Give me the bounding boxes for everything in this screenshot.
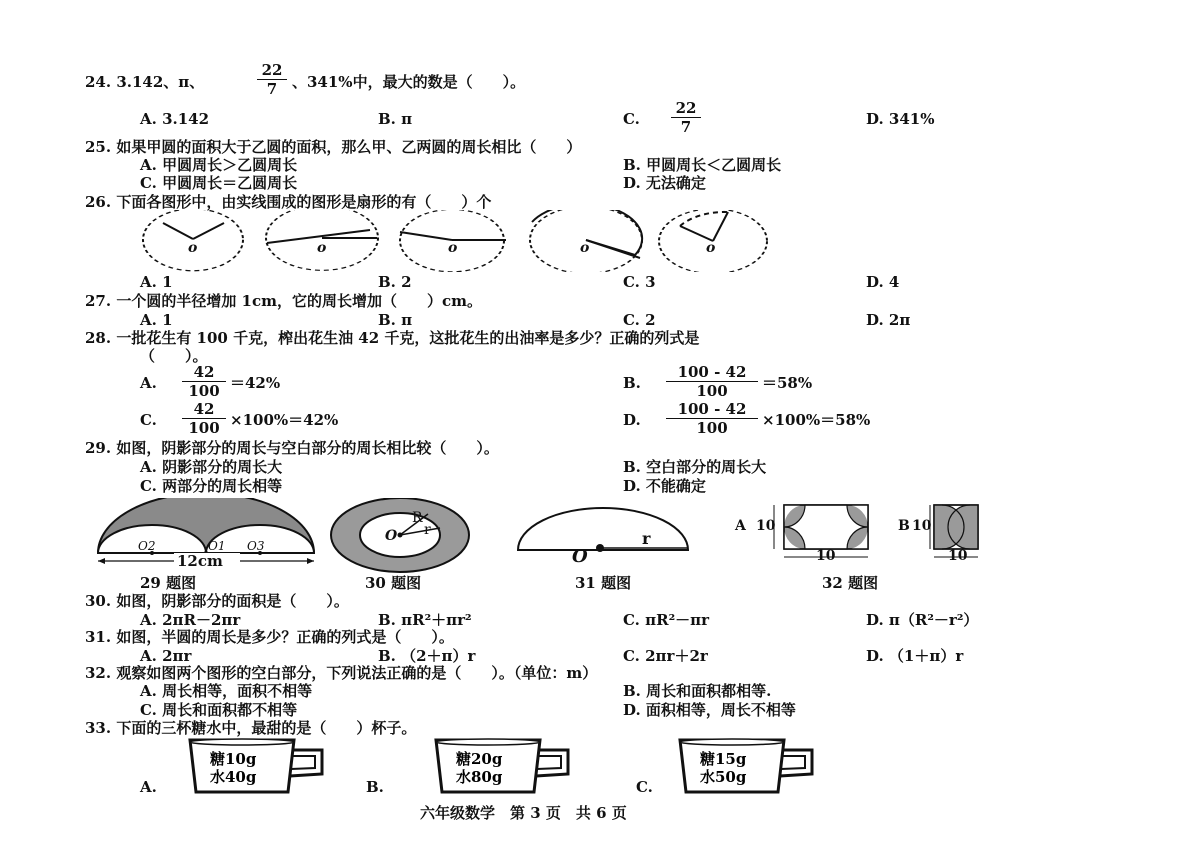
q28-option-b-label: B. [623,374,641,392]
q32-stem: 32. 观察如图两个图形的空白部分，下列说法正确的是（ ）。（单位：m） [85,664,598,682]
svg-text:水40g: 水40g [210,768,257,786]
q28-option-a-label: A. [140,374,157,392]
q31-option-c: C. 2πr＋2r [623,647,708,665]
q30-stem: 30. 如图，阴影部分的面积是（ ）。 [85,592,349,610]
q26-fig1-center: o [188,240,198,256]
q27-option-d: D. 2π [866,311,911,329]
q33-option-b: B. [366,778,384,796]
svg-text:糖20g: 糖20g [456,750,503,768]
q26-option-b: B. 2 [378,273,412,291]
q24-stem-pre: 24. 3.142、π、 [85,73,205,91]
q24-option-d: D. 341% [866,110,935,128]
caption-fig29: 29 题图 [140,574,197,592]
svg-text:O: O [385,528,398,544]
q24-stem-post: 、341%中，最大的数是（ ）。 [292,73,526,91]
q27-option-b: B. π [378,311,413,329]
svg-text:O: O [572,546,588,567]
svg-text:O2: O2 [138,539,156,553]
q29-stem: 29. 如图，阴影部分的周长与空白部分的周长相比较（ ）。 [85,439,499,457]
q28-option-a-fraction: 42 100 [182,364,226,399]
q31-option-d: D. （1＋π）r [866,647,964,665]
q28-option-d-result: ×100%＝58% [762,411,871,429]
q33-option-a: A. [140,778,157,796]
svg-text:糖10g: 糖10g [210,750,257,768]
svg-text:r: r [424,522,431,538]
q24-option-b: B. π [378,110,413,128]
fig32-a [734,505,868,564]
q31-stem: 31. 如图，半圆的周长是多少？正确的列式是（ ）。 [85,628,454,646]
q27-stem: 27. 一个圆的半径增加 1cm，它的周长增加（ ）cm。 [85,292,482,310]
figures-row [90,498,920,574]
q26-option-d: D. 4 [866,273,900,291]
q26-fig2-center: o [317,240,327,256]
q24-option-c-label: C. [623,110,640,128]
svg-text:10: 10 [948,548,968,564]
q28-stem-line2: （ ）。 [140,347,208,365]
q29-option-c: C. 两部分的周长相等 [140,477,283,495]
caption-fig31: 31 题图 [575,574,632,592]
cup-b [434,736,574,796]
q31-option-b: B. （2＋π）r [378,647,476,665]
svg-text:12cm: 12cm [177,552,223,570]
svg-text:A: A [735,518,746,534]
q28-option-d-fraction: 100 - 42 100 [666,401,758,436]
q25-option-b: B. 甲圆周长＜乙圆周长 [623,156,782,174]
q32-option-a: A. 周长相等，面积不相等 [140,682,313,700]
caption-fig30: 30 题图 [365,574,422,592]
q26-figures [130,210,780,272]
q28-option-d-label: D. [623,411,641,429]
q26-option-c: C. 3 [623,273,656,291]
q25-option-d: D. 无法确定 [623,174,706,192]
cup-a [188,736,328,796]
fig30 [331,498,469,572]
q30-option-d: D. π（R²－r²） [866,611,979,629]
svg-text:10: 10 [912,518,932,534]
svg-text:10: 10 [816,548,836,564]
svg-text:R: R [412,510,423,526]
svg-text:B: B [898,518,910,534]
q28-stem-line1: 28. 一批花生有 100 千克，榨出花生油 42 千克，这批花生的出油率是多少？正确的列式是 [85,329,700,347]
q30-option-c: C. πR²－πr [623,611,710,629]
q28-option-b-fraction: 100 - 42 100 [666,364,758,399]
q25-option-c: C. 甲圆周长＝乙圆周长 [140,174,298,192]
caption-fig32: 32 题图 [822,574,879,592]
q30-option-b: B. πR²＋πr² [378,611,472,629]
q28-option-c-fraction: 42 100 [182,401,226,436]
q27-option-a: A. 1 [140,311,173,329]
q26-stem: 26. 下面各图形中，由实线围成的图形是扇形的有（ ）个 [85,193,492,211]
q28-option-a-result: ＝42% [230,374,281,392]
q29-option-d: D. 不能确定 [623,477,706,495]
q25-option-a: A. 甲圆周长＞乙圆周长 [140,156,298,174]
q29-option-a: A. 阴影部分的周长大 [140,458,283,476]
q26-fig3-center: o [448,240,458,256]
q32-option-d: D. 面积相等，周长不相等 [623,701,796,719]
fig32-b-square [890,498,1000,574]
q24-option-a: A. 3.142 [140,110,210,128]
q32-option-c: C. 周长和面积都不相等 [140,701,298,719]
q33-option-c: C. [636,778,653,796]
q32-option-b: B. 周长和面积都相等. [623,682,772,700]
q31-option-a: A. 2πr [140,647,192,665]
q26-fig5-center: o [706,240,716,256]
cup-c [678,736,818,796]
svg-text:糖15g: 糖15g [700,750,747,768]
q29-option-b: B. 空白部分的周长大 [623,458,767,476]
q26-fig4-center: o [580,240,590,256]
svg-text:O3: O3 [247,539,265,553]
q24-option-c-fraction: 22 7 [671,100,701,135]
fig31 [518,508,688,567]
q28-option-c-result: ×100%＝42% [230,411,339,429]
svg-text:r: r [642,529,651,548]
q27-option-c: C. 2 [623,311,656,329]
svg-text:水50g: 水50g [700,768,747,786]
svg-text:10: 10 [756,518,776,534]
svg-text:水80g: 水80g [456,768,503,786]
q30-option-a: A. 2πR－2πr [140,611,241,629]
fig29 [98,498,314,570]
q24-fraction: 22 7 [257,62,287,97]
q28-option-b-result: ＝58% [762,374,813,392]
page-footer: 六年级数学 第 3 页 共 6 页 [420,804,627,822]
q26-option-a: A. 1 [140,273,173,291]
q33-stem: 33. 下面的三杯糖水中，最甜的是（ ）杯子。 [85,719,417,737]
svg-text:O1: O1 [208,539,226,553]
q25-stem: 25. 如果甲圆的面积大于乙圆的面积，那么甲、乙两圆的周长相比（ ） [85,138,582,156]
q28-option-c-label: C. [140,411,157,429]
